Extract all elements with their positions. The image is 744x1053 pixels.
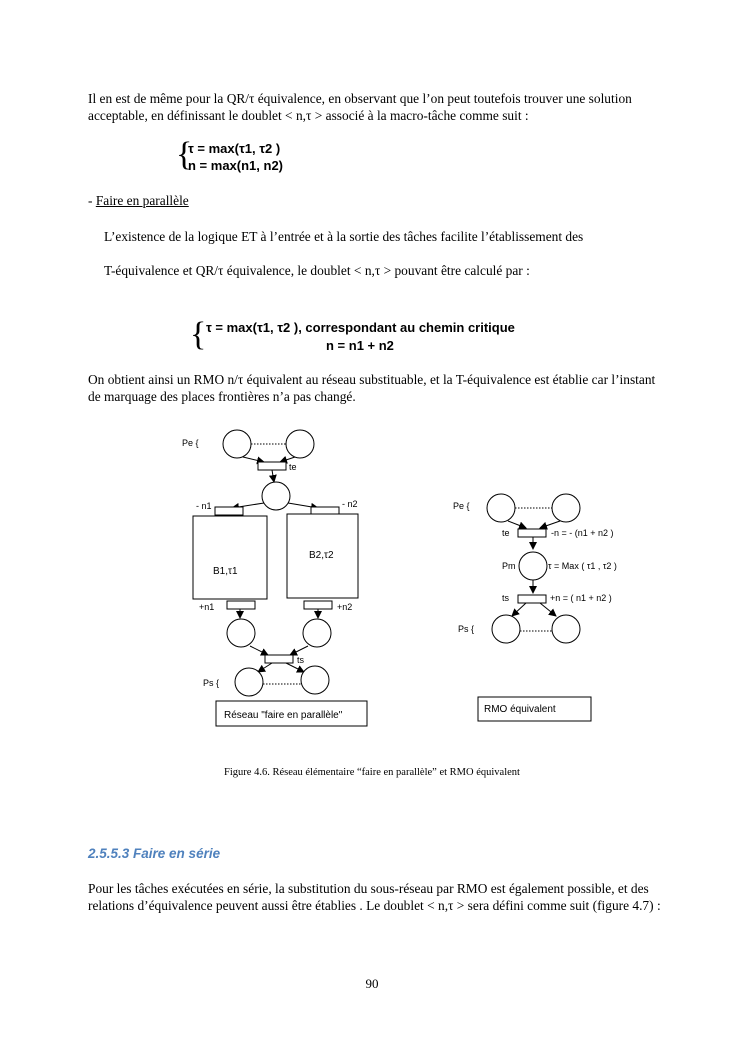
place-ps-2 xyxy=(301,666,329,694)
transition-te xyxy=(258,462,286,470)
block-b1 xyxy=(193,516,267,599)
existence-line-1: L’existence de la logique ET à l’entrée et à la sortie des tâches facilite l’établissement des xyxy=(104,229,584,244)
petri-net-figure xyxy=(0,420,744,730)
rmo-label-pm: Pm xyxy=(502,561,516,571)
label-b2: B2,τ2 xyxy=(309,550,334,561)
rmo-place-ps-2 xyxy=(552,615,580,643)
transition-b1-out xyxy=(227,601,255,609)
bullet-heading xyxy=(88,192,666,209)
transition-ts xyxy=(265,655,293,663)
rmo-transition-ts xyxy=(518,595,546,603)
serie-paragraph: Pour les tâches exécutées en série, la substitution du sous-réseau par RMO est également possible, et des relations d’équivalence peuvent aussi être établies . Le doublet < n,τ > sera défini comme suit (figure 4.7) : xyxy=(88,881,661,913)
figure-caption: Figure 4.6. Réseau élémentaire “faire en parallèle” et RMO équivalent xyxy=(224,767,520,778)
result-paragraph: On obtient ainsi un RMO n/τ équivalent au réseau substituable, et la T-équivalence est établie car l’instant de marquage des places frontières n’a pas changé. xyxy=(88,372,656,404)
rmo-label-pe: Pe { xyxy=(453,501,470,511)
place-b1-out xyxy=(227,619,255,647)
bullet-title: Faire en parallèle xyxy=(95,193,189,208)
page-number: 90 xyxy=(365,976,379,991)
label-minus-n2: - n2 xyxy=(342,499,358,509)
equation-2-brace: { xyxy=(190,316,207,353)
place-ps-1 xyxy=(235,668,263,696)
rmo-label-tau: τ = Max ( τ1 , τ2 ) xyxy=(548,561,617,571)
rmo-transition-te xyxy=(518,529,546,537)
label-b1: B1,τ1 xyxy=(213,566,238,577)
label-plus-n2: +n2 xyxy=(337,602,353,612)
left-box-label: Réseau "faire en parallèle" xyxy=(224,710,343,721)
label-ps: Ps { xyxy=(203,678,220,688)
place-pe-1 xyxy=(223,430,251,458)
section-heading: 2.5.5.3 Faire en série xyxy=(88,846,221,861)
rmo-label-ps: Ps { xyxy=(458,624,475,634)
rmo-place-pm xyxy=(519,552,547,580)
intro-paragraph: Il en est de même pour la QR/τ équivalence, en observant que l’on peut toutefois trouver une solution acceptable, en définissant le doublet < n,τ > associé à la macro-tâche comme suit : xyxy=(88,91,632,123)
rmo-label-te: te xyxy=(502,528,510,538)
label-minus-n1: - n1 xyxy=(196,501,212,511)
equation-1-brace: { xyxy=(176,136,193,173)
bullet-prefix: - xyxy=(88,193,96,208)
transition-b2-out xyxy=(304,601,332,609)
label-ts: ts xyxy=(297,655,305,665)
rmo-label-te-weight: -n = - (n1 + n2 ) xyxy=(551,528,614,538)
place-b2-out xyxy=(303,619,331,647)
transition-b1-in xyxy=(215,507,243,515)
rmo-label-ts: ts xyxy=(502,593,510,603)
place-central xyxy=(262,482,290,510)
right-box-label: RMO équivalent xyxy=(484,704,556,715)
equation-2-line-1: τ = max(τ1, τ2 ), correspondant au chemin critique xyxy=(206,320,515,335)
rmo-place-ps-1 xyxy=(492,615,520,643)
equation-1-line-1: τ = max(τ1, τ2 ) xyxy=(188,141,281,156)
label-plus-n1: +n1 xyxy=(199,602,215,612)
equation-2-line-2: n = n1 + n2 xyxy=(326,338,394,353)
rmo-label-ts-weight: +n = ( n1 + n2 ) xyxy=(550,593,612,603)
label-pe: Pe { xyxy=(182,438,199,448)
place-pe-2 xyxy=(286,430,314,458)
label-te: te xyxy=(289,462,297,472)
rmo-place-pe-2 xyxy=(552,494,580,522)
equation-1-line-2: n = max(n1, n2) xyxy=(188,158,283,173)
rmo-place-pe-1 xyxy=(487,494,515,522)
existence-line-2: T-équivalence et QR/τ équivalence, le doublet < n,τ > pouvant être calculé par : xyxy=(104,263,530,278)
